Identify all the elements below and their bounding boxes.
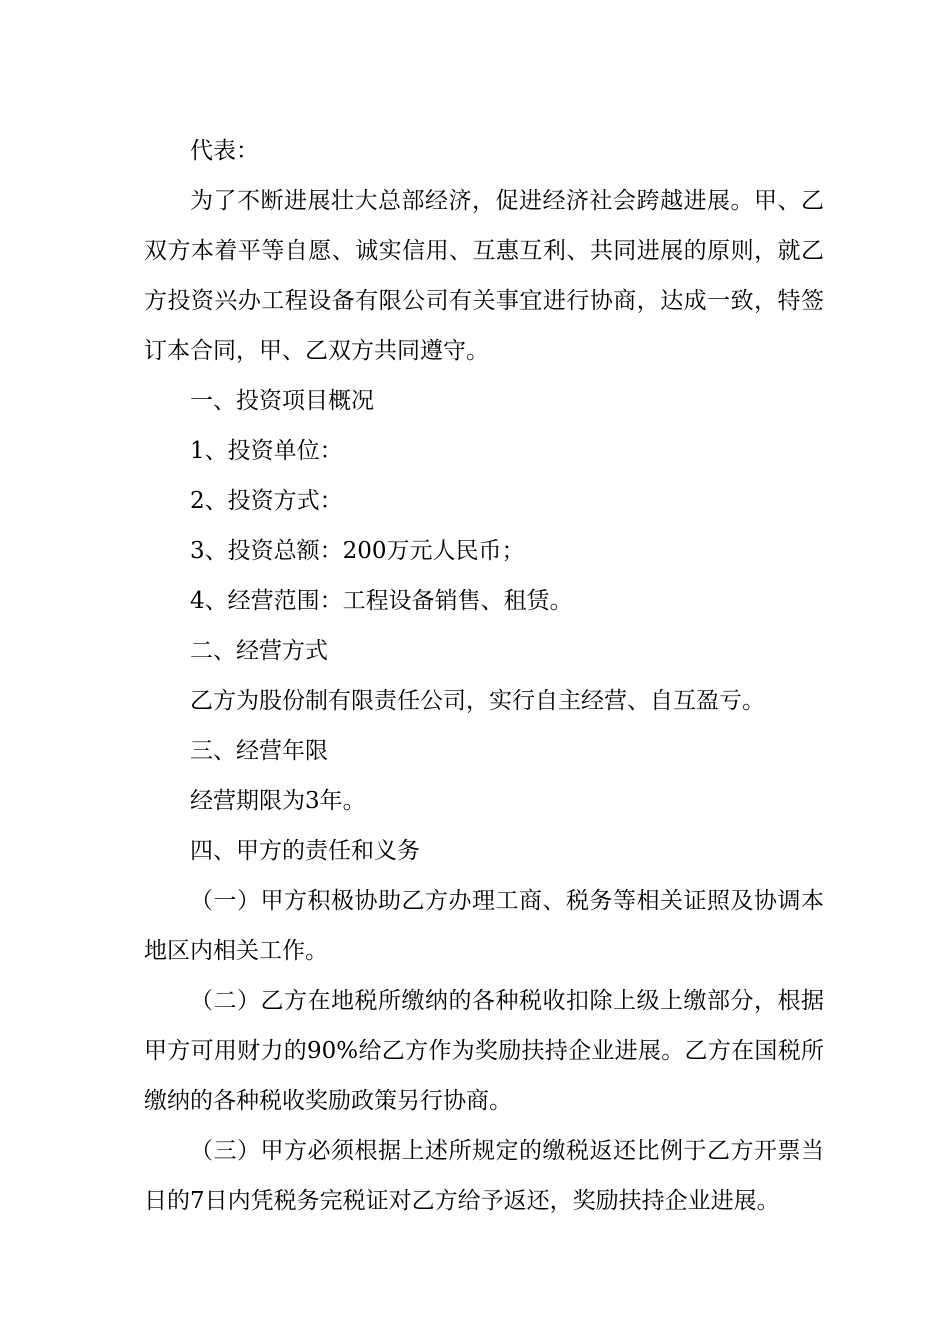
clause-2-line-3: 缴纳的各种税收奖励政策另行协商。 [144, 1088, 512, 1114]
section-heading-3: 三、经营年限 [190, 738, 328, 764]
clause-1-line-2: 地区内相关工作。 [144, 938, 328, 964]
clause-3-line-2: 日的7日内凭税务完税证对乙方给予返还，奖励扶持企业进展。 [144, 1188, 780, 1214]
clause-1-line-1: （一）甲方积极协助乙方办理工商、税务等相关证照及协调本 [190, 888, 824, 914]
preamble-line-1: 为了不断进展壮大总部经济，促进经济社会跨越进展。甲、乙 [190, 188, 824, 214]
item-investor: 1、投资单位： [190, 438, 343, 464]
item-investment-total: 3、投资总额：200万元人民币； [190, 538, 525, 564]
operation-mode-text: 乙方为股份制有限责任公司，实行自主经营、自互盈亏。 [190, 688, 765, 714]
preamble-line-2: 双方本着平等自愿、诚实信用、互惠互利、共同进展的原则，就乙 [144, 238, 824, 264]
section-heading-1: 一、投资项目概况 [190, 388, 374, 414]
preamble-line-3: 方投资兴办工程设备有限公司有关事宜进行协商，达成一致，特签 [144, 288, 824, 314]
operation-term-text: 经营期限为3年。 [190, 788, 366, 814]
clause-2-line-2: 甲方可用财力的90%给乙方作为奖励扶持企业进展。乙方在国税所 [144, 1038, 824, 1064]
clause-2-line-1: （二）乙方在地税所缴纳的各种税收扣除上级上缴部分，根据 [190, 988, 824, 1014]
section-heading-4: 四、甲方的责任和义务 [190, 838, 420, 864]
representative-line: 代表： [190, 138, 259, 164]
item-business-scope: 4、经营范围：工程设备销售、租赁。 [190, 588, 573, 614]
clause-3-line-1: （三）甲方必须根据上述所规定的缴税返还比例于乙方开票当 [190, 1138, 824, 1164]
section-heading-2: 二、经营方式 [190, 638, 328, 664]
preamble-line-4: 订本合同，甲、乙双方共同遵守。 [144, 338, 489, 364]
item-investment-method: 2、投资方式： [190, 488, 343, 514]
